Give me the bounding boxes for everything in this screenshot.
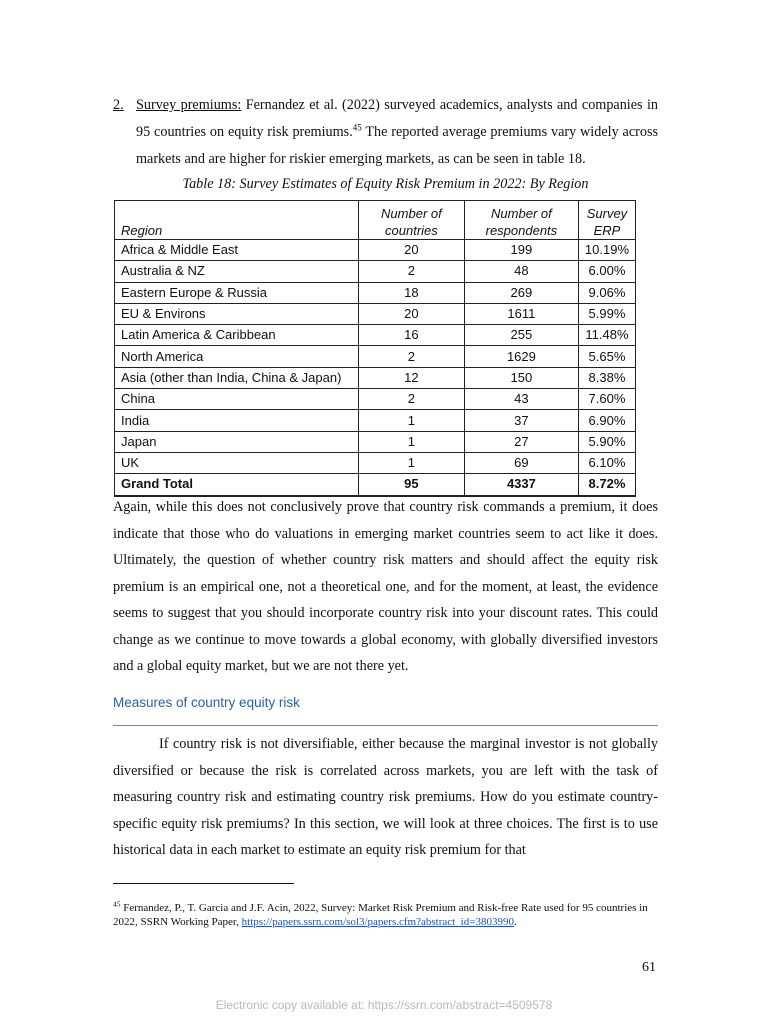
cell-countries: 20 xyxy=(358,240,464,261)
cell-respondents: 255 xyxy=(464,325,578,346)
header-erp: Survey ERP xyxy=(578,201,635,240)
footnote-ref[interactable]: 45 xyxy=(352,122,362,133)
table-body xyxy=(115,240,636,496)
header-region: Region xyxy=(115,201,359,240)
page-number: 61 xyxy=(642,960,656,975)
ssrn-watermark: Electronic copy available at: https://ssrn.com/abstract=4509578 xyxy=(215,998,553,1012)
footnote-number: 45 xyxy=(113,899,121,909)
item-text-b: The reported average premiums vary widely across markets and are higher for riskier emerging markets, as can be seen in table 18. xyxy=(136,124,658,167)
cell-erp: 7.60% xyxy=(578,389,635,410)
cell-countries: 18 xyxy=(358,282,464,303)
cell-erp: 6.10% xyxy=(578,452,635,473)
paragraph-measures: If country risk is not diversifiable, either because the marginal investor is not globally diversified or because the risk is correlated across markets, you are left with the task of measuring country risk and estimating country risk premiums. How do you estimate country-specific equity risk premiums? In this section, we will look at three choices. The first is to use historical data in each market to estimate an equity risk premium for that xyxy=(113,736,658,858)
cell-region: Australia & NZ xyxy=(115,261,359,282)
cell-erp: 6.00% xyxy=(578,261,635,282)
cell-erp: 5.99% xyxy=(578,303,635,324)
cell-countries: 1 xyxy=(358,452,464,473)
table-header-row xyxy=(115,201,636,240)
item-text-a: Fernandez et al. (2022) surveyed academics, analysts and companies in 95 countries on equity risk premiums. xyxy=(136,97,659,140)
table-caption: Table 18: Survey Estimates of Equity Risk Premium in 2022: By Region xyxy=(182,176,589,192)
table-total-row xyxy=(115,474,636,496)
section-heading: Measures of country equity risk xyxy=(113,695,300,710)
heading-rule xyxy=(113,725,658,726)
cell-erp: 11.48% xyxy=(578,325,635,346)
cell-respondents: 43 xyxy=(464,389,578,410)
cell-region: North America xyxy=(115,346,359,367)
footnote-text: Fernandez, P., T. Garcia and J.F. Acin, 2022, Survey: Market Risk Premium and Risk-free Rate used for 95 countries in 2022, SSRN Working Paper, xyxy=(113,902,648,928)
table-row xyxy=(115,367,636,388)
table-row xyxy=(115,346,636,367)
cell-countries: 1 xyxy=(358,410,464,431)
cell-region: Grand Total xyxy=(115,474,359,496)
cell-respondents: 4337 xyxy=(464,474,578,496)
cell-erp: 9.06% xyxy=(578,282,635,303)
cell-erp: 10.19% xyxy=(578,240,635,261)
cell-erp: 6.90% xyxy=(578,410,635,431)
cell-countries: 16 xyxy=(358,325,464,346)
cell-region: Latin America & Caribbean xyxy=(115,325,359,346)
cell-respondents: 27 xyxy=(464,431,578,452)
table-row xyxy=(115,389,636,410)
table-row xyxy=(115,452,636,473)
cell-countries: 1 xyxy=(358,431,464,452)
cell-respondents: 199 xyxy=(464,240,578,261)
cell-countries: 95 xyxy=(358,474,464,496)
paragraph-survey-conclusion: Again, while this does not conclusively prove that country risk commands a premium, it does indicate that those who do valuations in emerging market countries seem to act like it does. Ultimately, the question of whether country risk matters and should affect the equity risk premium is an empirical one, not a theoretical one, and for the moment, at least, the evidence seems to suggest that you should incorporate country risk into your discount rates. This could change as we continue to move towards a global economy, with globally diversified investors and a global equity market, but we are not there yet. xyxy=(113,499,658,674)
cell-respondents: 269 xyxy=(464,282,578,303)
table-row xyxy=(115,261,636,282)
footnote-45: $^{45}$ Fernandez, P., T. Garcia and J.F. Acin, 2022, Survey: Market Risk Premium and Risk-free Rate used for 95 countries in 2022, SSRN Working Paper, https://papers.ssrn.com/sol3/papers.cfm?abstract_id=3803990. xyxy=(113,899,648,928)
item-number: 2. xyxy=(113,97,124,113)
cell-region: UK xyxy=(115,452,359,473)
cell-region: Africa & Middle East xyxy=(115,240,359,261)
footnote-link[interactable]: https://papers.ssrn.com/sol3/papers.cfm?abstract_id=3803990 xyxy=(241,916,514,928)
cell-region: Asia (other than India, China & Japan) xyxy=(115,367,359,388)
cell-countries: 12 xyxy=(358,367,464,388)
cell-erp: 8.38% xyxy=(578,367,635,388)
item-body xyxy=(136,92,658,173)
table-row xyxy=(115,282,636,303)
survey-erp-table xyxy=(114,200,636,497)
cell-respondents: 150 xyxy=(464,367,578,388)
cell-countries: 2 xyxy=(358,346,464,367)
cell-respondents: 48 xyxy=(464,261,578,282)
cell-respondents: 1611 xyxy=(464,303,578,324)
numbered-item-survey-premiums xyxy=(113,92,658,173)
cell-countries: 2 xyxy=(358,261,464,282)
table-row xyxy=(115,431,636,452)
table-row xyxy=(115,410,636,431)
cell-countries: 20 xyxy=(358,303,464,324)
footnote-divider xyxy=(113,883,294,884)
cell-erp: 8.72% xyxy=(578,474,635,496)
table-row xyxy=(115,240,636,261)
cell-countries: 2 xyxy=(358,389,464,410)
cell-erp: 5.90% xyxy=(578,431,635,452)
cell-region: Eastern Europe & Russia xyxy=(115,282,359,303)
header-respondents: Number of respondents xyxy=(464,201,578,240)
table-row xyxy=(115,325,636,346)
table-row xyxy=(115,303,636,324)
cell-region: India xyxy=(115,410,359,431)
cell-region: EU & Environs xyxy=(115,303,359,324)
cell-respondents: 69 xyxy=(464,452,578,473)
cell-erp: 5.65% xyxy=(578,346,635,367)
header-countries: Number of countries xyxy=(358,201,464,240)
cell-respondents: 1629 xyxy=(464,346,578,367)
item-lead: Survey premiums: xyxy=(136,97,242,113)
cell-region: Japan xyxy=(115,431,359,452)
cell-respondents: 37 xyxy=(464,410,578,431)
cell-region: China xyxy=(115,389,359,410)
